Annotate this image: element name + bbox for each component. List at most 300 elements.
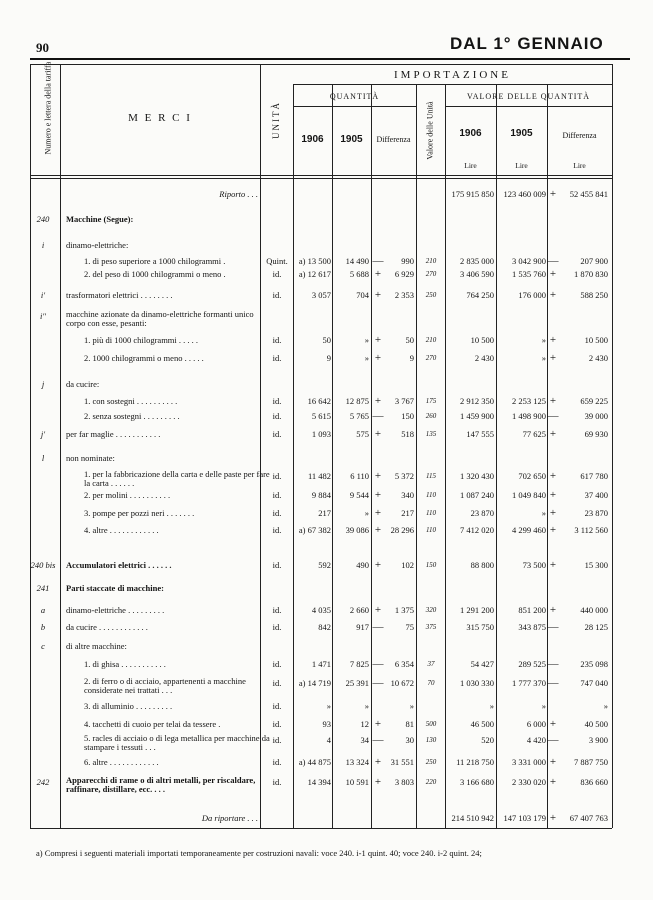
cell-qd: 2 353 (394, 290, 414, 300)
cell-vd: 1 870 830 (574, 269, 608, 279)
cell-sg: — (372, 677, 384, 689)
cell-v06: 2 912 350 (460, 396, 494, 406)
cell-unit: id. (272, 701, 282, 711)
cell-desc: per far maglie . . . . . . . . . . . (66, 429, 161, 439)
col-header-q1906: 1906 (301, 134, 324, 145)
cell-desc: dinamo-elettriche: (66, 240, 129, 250)
cell-desc: non nominate: (66, 453, 115, 463)
cell-tag: j (41, 379, 45, 389)
cell-unit: id. (272, 335, 282, 345)
cell-vs: + (549, 289, 557, 301)
cell-vu: 130 (425, 736, 437, 744)
cell-sg: + (374, 334, 382, 346)
cell-qd: 1 375 (394, 605, 414, 615)
cell-unit: id. (272, 560, 282, 570)
cell-q05: » (364, 353, 369, 363)
cell-qd: 102 (401, 560, 414, 570)
cell-vd: 69 930 (584, 429, 608, 439)
cell-v05: » (541, 508, 546, 518)
cell-v06: 23 870 (470, 508, 494, 518)
cell-sg: + (374, 718, 382, 730)
cell-desc: 3. di alluminio . . . . . . . . . (84, 701, 173, 711)
cell-vu: 210 (425, 257, 437, 265)
cell-vs: + (549, 470, 557, 482)
cell-q06: a) 67 382 (298, 525, 331, 535)
table-row (0, 255, 653, 267)
cell-sg: + (374, 268, 382, 280)
cell-vd: 15 300 (584, 560, 608, 570)
cell-desc: 1. per la fabbricazione della carta e delle paste per fare la carta . . . . . . (84, 470, 270, 488)
cell-q06: 9 884 (311, 490, 331, 500)
cell-desc: trasformatori elettrici . . . . . . . . (66, 290, 173, 300)
cell-vs: + (549, 812, 557, 824)
cell-desc: 1. con sostegni . . . . . . . . . . (84, 396, 178, 406)
cell-unit: id. (272, 757, 282, 767)
cell-vd: 67 407 763 (569, 813, 608, 823)
cell-q05: 2 660 (349, 605, 369, 615)
table-row (0, 812, 653, 824)
table-row (0, 582, 653, 594)
col-header-v1906: 1906 (459, 128, 482, 139)
cell-q05: 25 391 (345, 678, 369, 688)
cell-unit: id. (272, 622, 282, 632)
cell-vu: 250 (425, 291, 437, 299)
cell-q06: a) 14 719 (298, 678, 331, 688)
cell-desc: di altre macchine: (66, 641, 127, 651)
cell-desc: 1. di ghisa . . . . . . . . . . . (84, 659, 166, 669)
cell-vd: 617 780 (580, 471, 608, 481)
cell-qd: 3 803 (394, 777, 414, 787)
cell-desc: 6. altre . . . . . . . . . . . . (84, 757, 159, 767)
cell-sg: + (374, 776, 382, 788)
cell-desc: Parti staccate di macchine: (66, 583, 164, 593)
col-header-qdiff: Differenza (376, 135, 411, 144)
col-header-importazione: IMPORTAZIONE (394, 69, 511, 81)
cell-vu: 270 (425, 270, 437, 278)
table-row (0, 395, 653, 407)
cell-desc: macchine azionate da dinamo-elettriche formanti unico corpo con esse, pesanti: (66, 310, 254, 328)
cell-sg: + (374, 507, 382, 519)
cell-desc: 5. racles di acciaio o di lega metallica per macchine da stampare i tessuti . . . (84, 734, 270, 752)
cell-unit: id. (272, 411, 282, 421)
cell-vs: + (549, 334, 557, 346)
table-row (0, 213, 653, 225)
cell-vd: 28 125 (584, 622, 608, 632)
cell-v05: 77 625 (522, 429, 546, 439)
cell-v06: 88 800 (470, 560, 494, 570)
cell-unit: id. (272, 525, 282, 535)
cell-q05: 13 324 (345, 757, 369, 767)
cell-v06: 214 510 942 (451, 813, 494, 823)
cell-vu: 500 (425, 720, 437, 728)
cell-qd: 81 (405, 719, 414, 729)
table-row (0, 268, 653, 280)
cell-vs: + (549, 524, 557, 536)
cell-v05: 1 777 370 (512, 678, 546, 688)
col-header-unita: UNITÀ (271, 101, 281, 139)
cell-v05: 6 000 (526, 719, 546, 729)
table-row (0, 776, 653, 794)
cell-tag: i (41, 240, 45, 250)
cell-vd: 659 225 (580, 396, 608, 406)
cell-q06: 1 471 (311, 659, 331, 669)
cell-v05: 176 000 (518, 290, 546, 300)
table-row (0, 734, 653, 752)
cell-vs: + (549, 604, 557, 616)
cell-unit: id. (272, 605, 282, 615)
cell-v06: 147 555 (466, 429, 494, 439)
cell-desc: Riporto . . . (219, 189, 258, 199)
cell-vu: 250 (425, 758, 437, 766)
cell-vs: + (549, 268, 557, 280)
table-row (0, 352, 653, 364)
cell-desc: 1. di peso superiore a 1000 chilogrammi . (84, 256, 226, 266)
cell-q06: 11 482 (307, 471, 331, 481)
cell-vd: 37 400 (584, 490, 608, 500)
cell-q05: 5 688 (349, 269, 369, 279)
cell-desc: Macchine (Segue): (66, 214, 134, 224)
cell-vd: 40 500 (584, 719, 608, 729)
cell-desc: 2. per molini . . . . . . . . . . (84, 490, 171, 500)
cell-q05: 490 (356, 560, 369, 570)
cell-vs: + (549, 188, 557, 200)
table-row (0, 410, 653, 422)
cell-vd: 235 098 (580, 659, 608, 669)
cell-desc: 2. 1000 chilogrammi o meno . . . . . (84, 353, 204, 363)
cell-v05: 147 103 179 (503, 813, 546, 823)
cell-vu: 37 (427, 660, 435, 668)
cell-q06: 93 (322, 719, 331, 729)
cell-desc: 4. tacchetti di cuoio per telai da tessere . (84, 719, 221, 729)
cell-v05: 851 200 (518, 605, 546, 615)
cell-vu: 375 (425, 623, 437, 631)
cell-q05: 12 (360, 719, 369, 729)
page-header: DAL 1° GENNAIO (450, 34, 604, 53)
cell-q05: » (364, 508, 369, 518)
cell-tag: i' (40, 290, 46, 300)
cell-v06: 3 406 590 (460, 269, 494, 279)
cell-vs: + (549, 489, 557, 501)
cell-q05: 575 (356, 429, 369, 439)
cell-vd: 747 040 (580, 678, 608, 688)
cell-tag: a (40, 605, 46, 615)
cell-sg: + (374, 470, 382, 482)
cell-vs: — (547, 734, 559, 746)
cell-q06: a) 44 875 (298, 757, 331, 767)
cell-vd: 3 112 560 (574, 525, 608, 535)
cell-v05: 1 498 900 (512, 411, 546, 421)
cell-tag: i'' (40, 311, 46, 321)
table-row (0, 604, 653, 616)
table-row (0, 428, 653, 440)
cell-v06: 2 835 000 (460, 256, 494, 266)
cell-q05: 5 765 (349, 411, 369, 421)
cell-vs: + (549, 756, 557, 768)
cell-sg: + (374, 395, 382, 407)
cell-q05: » (364, 335, 369, 345)
cell-v05: 1 535 760 (512, 269, 546, 279)
col-header-lire-diff: Lire (573, 161, 586, 170)
col-header-q1905: 1905 (340, 134, 363, 145)
cell-q05: 917 (356, 622, 369, 632)
cell-unit: id. (272, 735, 282, 745)
cell-q06: 592 (318, 560, 331, 570)
cell-vd: 836 660 (580, 777, 608, 787)
cell-q05: 14 490 (345, 256, 369, 266)
cell-vs: + (549, 428, 557, 440)
table-row (0, 188, 653, 200)
cell-vs: + (549, 395, 557, 407)
cell-v05: » (541, 701, 546, 711)
cell-v05: » (541, 335, 546, 345)
cell-v06: 11 218 750 (456, 757, 494, 767)
header-rule (30, 58, 630, 60)
cell-vu: 270 (425, 354, 437, 362)
cell-vu: 175 (425, 397, 437, 405)
cell-v06: 1 459 900 (460, 411, 494, 421)
cell-desc: Accumulatori elettrici . . . . . . (66, 560, 172, 570)
table-row (0, 470, 653, 488)
cell-q05: 12 875 (345, 396, 369, 406)
cell-q06: 3 057 (311, 290, 331, 300)
cell-vd: 2 430 (588, 353, 608, 363)
cell-v05: 3 042 900 (512, 256, 546, 266)
col-header-num: Numero e lettera della tariffa (43, 61, 53, 155)
cell-tag: 240 (36, 214, 50, 224)
col-header-valore-quantita: VALORE DELLE QUANTITÀ (466, 92, 591, 101)
cell-vd: 7 887 750 (574, 757, 608, 767)
cell-vd: 3 900 (588, 735, 608, 745)
cell-vs: — (547, 677, 559, 689)
cell-qd: 340 (401, 490, 414, 500)
table-row (0, 239, 653, 251)
cell-v05: 343 875 (518, 622, 546, 632)
cell-vu: 70 (427, 679, 435, 687)
cell-sg: — (372, 621, 384, 633)
cell-qd: 990 (401, 256, 414, 266)
cell-unit: id. (272, 429, 282, 439)
cell-vu: 150 (425, 561, 437, 569)
cell-qd: 30 (405, 735, 414, 745)
table-row (0, 334, 653, 346)
cell-tag: 241 (36, 583, 50, 593)
cell-v06: 46 500 (470, 719, 494, 729)
table-row (0, 658, 653, 670)
cell-q06: 50 (322, 335, 331, 345)
cell-desc: da cucire: (66, 379, 100, 389)
cell-unit: id. (272, 777, 282, 787)
cell-vd: 10 500 (584, 335, 608, 345)
page-number: 90 (36, 40, 49, 55)
cell-tag: c (41, 641, 45, 651)
cell-vu: 110 (426, 509, 436, 517)
table-row (0, 452, 653, 464)
cell-q06: 4 (326, 735, 331, 745)
cell-unit: id. (272, 719, 282, 729)
cell-desc: 2. di ferro o di acciaio, appartenenti a macchine considerate nei trattati . . . (84, 677, 246, 695)
cell-q06: 1 093 (311, 429, 331, 439)
cell-vd: 52 455 841 (569, 189, 608, 199)
table-row (0, 756, 653, 768)
cell-vu: 110 (426, 491, 436, 499)
cell-v06: 7 412 020 (460, 525, 494, 535)
cell-vu: 220 (425, 778, 437, 786)
cell-v06: 1 320 430 (460, 471, 494, 481)
cell-desc: 2. senza sostegni . . . . . . . . . (84, 411, 180, 421)
cell-vu: 320 (425, 606, 437, 614)
cell-q05: » (364, 701, 369, 711)
cell-qd: 9 (409, 353, 414, 363)
cell-vu: 260 (425, 412, 437, 420)
cell-vs: — (547, 658, 559, 670)
cell-vu: 110 (426, 526, 436, 534)
cell-vs: + (549, 718, 557, 730)
cell-sg: — (372, 658, 384, 670)
cell-unit: id. (272, 508, 282, 518)
cell-v05: 123 460 009 (503, 189, 546, 199)
cell-qd: 150 (401, 411, 414, 421)
cell-q06: 5 615 (311, 411, 331, 421)
table-row (0, 289, 653, 301)
cell-vu: 135 (425, 430, 437, 438)
cell-desc: da cucire . . . . . . . . . . . . (66, 622, 148, 632)
cell-q06: a) 13 500 (298, 256, 331, 266)
col-header-v1905: 1905 (510, 128, 533, 139)
cell-unit: id. (272, 678, 282, 688)
cell-v06: 1 087 240 (460, 490, 494, 500)
cell-vd: 39 000 (584, 411, 608, 421)
cell-unit: id. (272, 290, 282, 300)
cell-desc: Apparecchi di rame o di altri metalli, per riscaldare, raffinare, distillare, ecc. . . . (66, 776, 256, 794)
cell-qd: 5 372 (394, 471, 414, 481)
cell-tag: b (40, 622, 46, 632)
cell-sg: + (374, 524, 382, 536)
cell-v06: 3 166 680 (460, 777, 494, 787)
cell-desc: 1. più di 1000 chilogrammi . . . . . (84, 335, 199, 345)
cell-v05: 2 330 020 (512, 777, 546, 787)
cell-sg: + (374, 756, 382, 768)
cell-q06: 217 (318, 508, 331, 518)
col-header-vdiff: Differenza (562, 131, 597, 140)
cell-qd: 6 929 (394, 269, 414, 279)
cell-qd: » (409, 701, 414, 711)
cell-vs: — (547, 410, 559, 422)
cell-vd: 207 900 (580, 256, 608, 266)
cell-sg: — (372, 734, 384, 746)
table-row (0, 489, 653, 501)
cell-qd: 28 296 (390, 525, 414, 535)
cell-v06: 520 (481, 735, 494, 745)
table-row (0, 310, 653, 328)
cell-q05: 704 (356, 290, 369, 300)
cell-unit: id. (272, 269, 282, 279)
cell-v05: 3 331 000 (512, 757, 546, 767)
cell-sg: + (374, 559, 382, 571)
cell-v05: » (541, 353, 546, 363)
table-row (0, 677, 653, 695)
cell-v06: 764 250 (466, 290, 494, 300)
col-header-lire-1906: Lire (464, 161, 477, 170)
cell-qd: 3 767 (394, 396, 414, 406)
cell-vs: + (549, 352, 557, 364)
cell-desc: 4. altre . . . . . . . . . . . . (84, 525, 159, 535)
cell-unit: id. (272, 490, 282, 500)
cell-sg: — (372, 410, 384, 422)
cell-v06: » (489, 701, 494, 711)
cell-qd: 217 (401, 508, 414, 518)
cell-v06: 10 500 (470, 335, 494, 345)
col-header-lire-1905: Lire (515, 161, 528, 170)
cell-q06: 842 (318, 622, 331, 632)
cell-q05: 9 544 (349, 490, 369, 500)
table-row (0, 559, 653, 571)
cell-q06: 14 394 (307, 777, 331, 787)
table-row (0, 621, 653, 633)
cell-q06: 9 (326, 353, 331, 363)
cell-q05: 34 (360, 735, 369, 745)
cell-unit: id. (272, 659, 282, 669)
cell-vd: 440 000 (580, 605, 608, 615)
cell-v06: 2 430 (474, 353, 494, 363)
cell-qd: 31 551 (390, 757, 414, 767)
cell-desc: Da riportare . . . (201, 813, 258, 823)
cell-q06: » (326, 701, 331, 711)
cell-vs: — (547, 255, 559, 267)
cell-sg: + (374, 604, 382, 616)
cell-vu: 115 (426, 472, 436, 480)
table-row (0, 524, 653, 536)
cell-vu: 210 (425, 336, 437, 344)
cell-sg: + (374, 428, 382, 440)
cell-v05: 4 420 (526, 735, 546, 745)
col-header-quantita: QUANTITÀ (329, 92, 380, 101)
cell-vs: + (549, 776, 557, 788)
col-header-merci: M E R C I (128, 112, 192, 124)
cell-vd: » (603, 701, 608, 711)
table-row (0, 718, 653, 730)
table-row (0, 378, 653, 390)
cell-v06: 175 915 850 (451, 189, 494, 199)
cell-vd: 23 870 (584, 508, 608, 518)
cell-sg: — (372, 255, 384, 267)
cell-qd: 10 672 (390, 678, 414, 688)
cell-unit: Quint. (266, 256, 288, 266)
cell-v05: 1 049 840 (512, 490, 546, 500)
cell-q05: 10 591 (345, 777, 369, 787)
cell-desc: 2. del peso di 1000 chilogrammi o meno . (84, 269, 226, 279)
cell-sg: + (374, 352, 382, 364)
col-header-valore-unita: Valore delle Unità (425, 101, 435, 160)
cell-qd: 6 354 (394, 659, 414, 669)
cell-q05: 6 110 (350, 471, 369, 481)
cell-q05: 39 086 (345, 525, 369, 535)
cell-unit: id. (272, 396, 282, 406)
cell-q06: a) 12 617 (298, 269, 331, 279)
cell-v06: 1 291 200 (460, 605, 494, 615)
cell-v05: 4 299 460 (512, 525, 546, 535)
cell-sg: + (374, 489, 382, 501)
cell-v05: 289 525 (518, 659, 546, 669)
cell-tag: 242 (36, 777, 50, 787)
cell-unit: id. (272, 353, 282, 363)
footnote: a) Compresi i seguenti materiali importati temporaneamente per costruzioni navali: voce 240. i-1 quint. 40; voce 240. i-2 quint. 24; (36, 848, 482, 858)
table-row (0, 507, 653, 519)
cell-v06: 315 750 (466, 622, 494, 632)
cell-vs: — (547, 621, 559, 633)
cell-vs: + (549, 559, 557, 571)
cell-vs: + (549, 507, 557, 519)
cell-qd: 518 (401, 429, 414, 439)
